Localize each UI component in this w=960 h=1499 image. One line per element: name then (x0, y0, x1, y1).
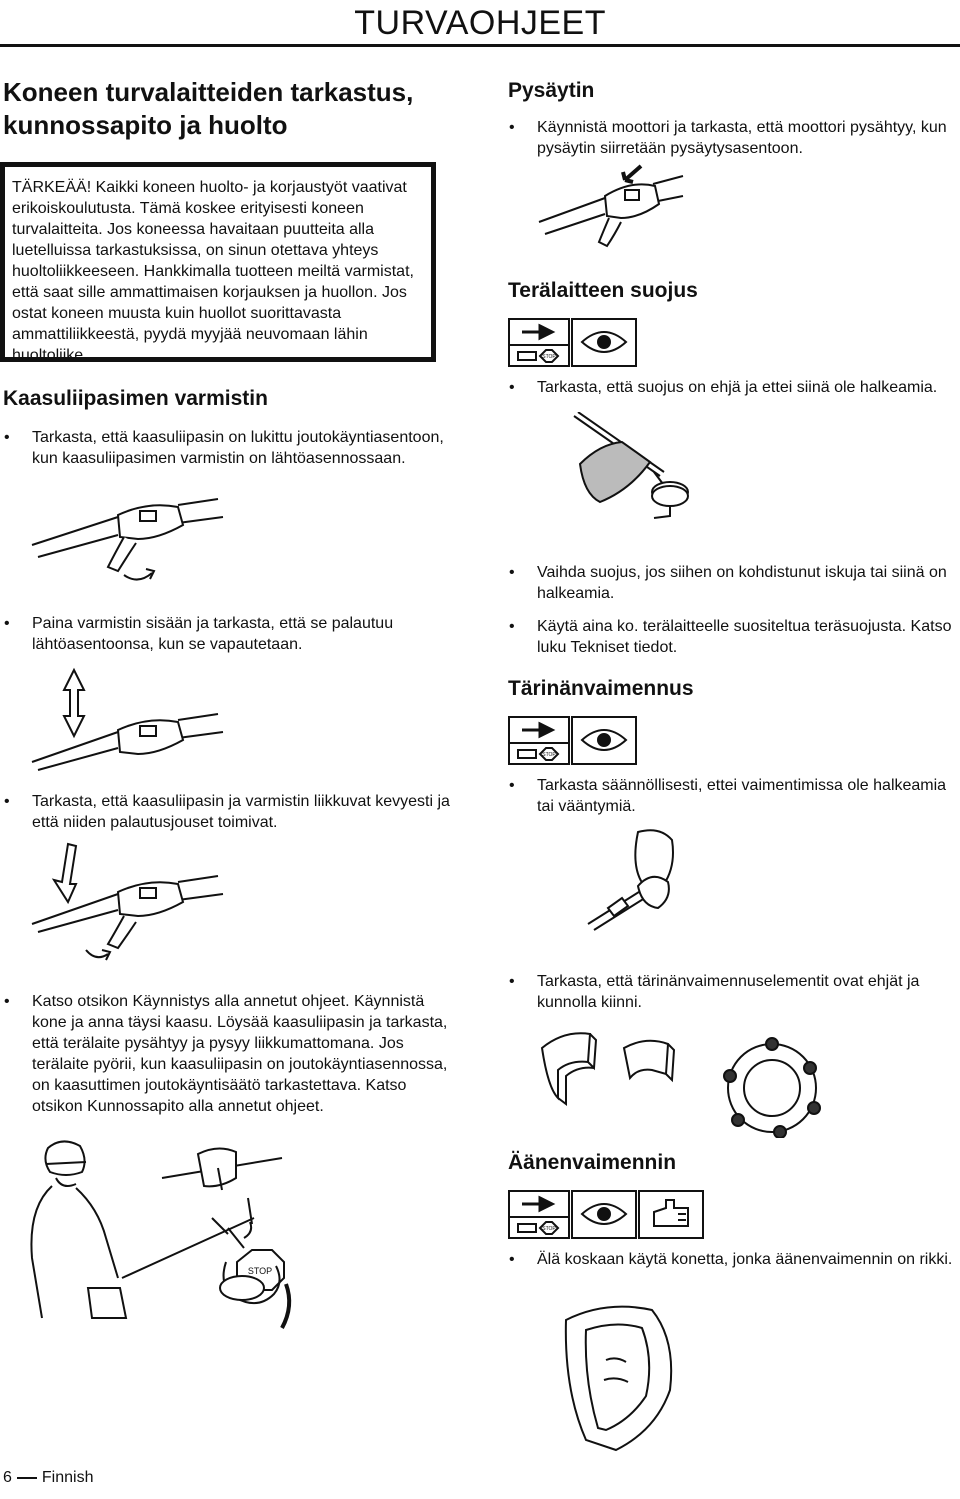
stop-sign-text: STOP (542, 752, 556, 758)
bullet-item: • Tarkasta, että kaasuliipasin on lukittu joutokäyntiasentoon, kun kaasuliipasimen varmistin on lähtöasennossaan. (3, 427, 453, 469)
blade-guard-illustration (570, 412, 720, 522)
muffler-bullet-list (508, 1249, 960, 1270)
damper-elements-illustration (534, 1018, 840, 1138)
throttle-lock-illustration-3 (28, 840, 228, 965)
main-title-line1: Koneen turvalaitteiden tarkastus, (3, 77, 414, 107)
bullet-item: • Tarkasta, että suojus on ehjä ja ettei siinä ole halkeamia. (508, 377, 960, 398)
throttle-bullet-list-3 (3, 791, 453, 833)
vibration-bullet-list-1 (508, 775, 960, 817)
vibration-bullet-list-2 (508, 971, 960, 1013)
inspection-pictogram-muffler (508, 1190, 704, 1240)
bullet-item: • Vaihda suojus, jos siihen on kohdistunut iskuja tai siinä on halkeamia. (508, 562, 960, 604)
muffler-illustration (546, 1300, 686, 1455)
vibration-damping-title: Tärinänvaimennus (508, 677, 694, 700)
inspection-pictogram-vibration (508, 716, 638, 766)
footer-dash (17, 1477, 37, 1479)
stop-switch-illustration (535, 160, 685, 260)
header-rule (0, 44, 960, 47)
main-title-line2: kunnossapito ja huolto (3, 110, 288, 140)
throttle-bullet-list-1 (3, 427, 453, 469)
main-section-title (3, 76, 413, 142)
bullet-item: • Paina varmistin sisään ja tarkasta, että se palautuu lähtöasentoonsa, kun se vapautetaan. (3, 613, 453, 655)
guard-bullet-list-2 (508, 562, 960, 658)
page-number: 6 (3, 1469, 12, 1486)
page-header-title: TURVAOHJEET (354, 4, 606, 42)
inspection-pictogram-guard (508, 318, 638, 368)
bullet-item: • Katso otsikon Käynnistys alla annetut ohjeet. Käynnistä kone ja anna täysi kaasu. Löysää kaasuliipasin ja tarkasta, että terälaite pysähtyy ja pysyy liikkumattomana. Jos terälaite pyörii, kun kaasuliipasin on joutokäyntiasennossa, on kaasuttimen joutokäyntisäätö tarkastettava. Katso otsikon Kunnossapito alla annetut ohjeet. (3, 991, 453, 1117)
throttle-lock-title: Kaasuliipasimen varmistin (3, 387, 268, 410)
bullet-item: • Käytä aina ko. terälaitteelle suositeltua teräsuojusta. Katso luku Tekniset tiedot. (508, 616, 960, 658)
bullet-item: • Tarkasta, että kaasuliipasin ja varmistin liikkuvat kevyesti ja että niiden palautusjouset toimivat. (3, 791, 453, 833)
important-notice-box (0, 162, 436, 362)
stop-sign-text: STOP (247, 1266, 273, 1276)
bullet-item: • Tarkasta säännöllisesti, ettei vaimentimissa ole halkeamia tai vääntymiä. (508, 775, 960, 817)
throttle-bullet-list-4 (3, 991, 453, 1117)
stop-sign-text: STOP (542, 354, 556, 360)
stop-bullet-list (508, 117, 960, 159)
operator-stop-test-illustration (22, 1138, 302, 1338)
bullet-item: • Tarkasta, että tärinänvaimennuselementit ovat ehjät ja kunnolla kiinni. (508, 971, 960, 1013)
vibration-damper-illustration (568, 826, 708, 936)
guard-bullet-list-1 (508, 377, 960, 398)
blade-guard-title: Terälaitteen suojus (508, 279, 698, 302)
bullet-item: • Älä koskaan käytä konetta, jonka äänenvaimennin on rikki. (508, 1249, 960, 1270)
page-footer (3, 1469, 93, 1487)
stop-sign-text: STOP (542, 1226, 556, 1232)
throttle-lock-illustration-1 (28, 495, 228, 595)
throttle-bullet-list-2 (3, 613, 453, 655)
stop-switch-title: Pysäytin (508, 79, 595, 102)
notice-text: TÄRKEÄÄ! Kaikki koneen huolto- ja korjaustyöt vaativat erikoiskoulutusta. Tämä koskee erityisesti koneen turvalaitteita. Jos koneessa havaitaan puutteita alla luetelluissa tarkastuksissa, on sinun otettava yhteys huoltoliikkeeseen. Hankkimalla tuotteen meiltä varmistat, että saat sille ammattimaisen korjauksen ja huollon. Jos ostat koneen muusta kuin huollot suorittavasta ammattiliikkeestä, pyydä myyjää neuvomaan lähin huoltoliike. (12, 179, 414, 364)
footer-language: Finnish (41, 1469, 94, 1486)
bullet-item: • Käynnistä moottori ja tarkasta, että moottori pysähtyy, kun pysäytin siirretään pysäytysasentoon. (508, 117, 960, 159)
throttle-lock-illustration-2 (28, 662, 228, 772)
muffler-title: Äänenvaimennin (508, 1151, 677, 1174)
